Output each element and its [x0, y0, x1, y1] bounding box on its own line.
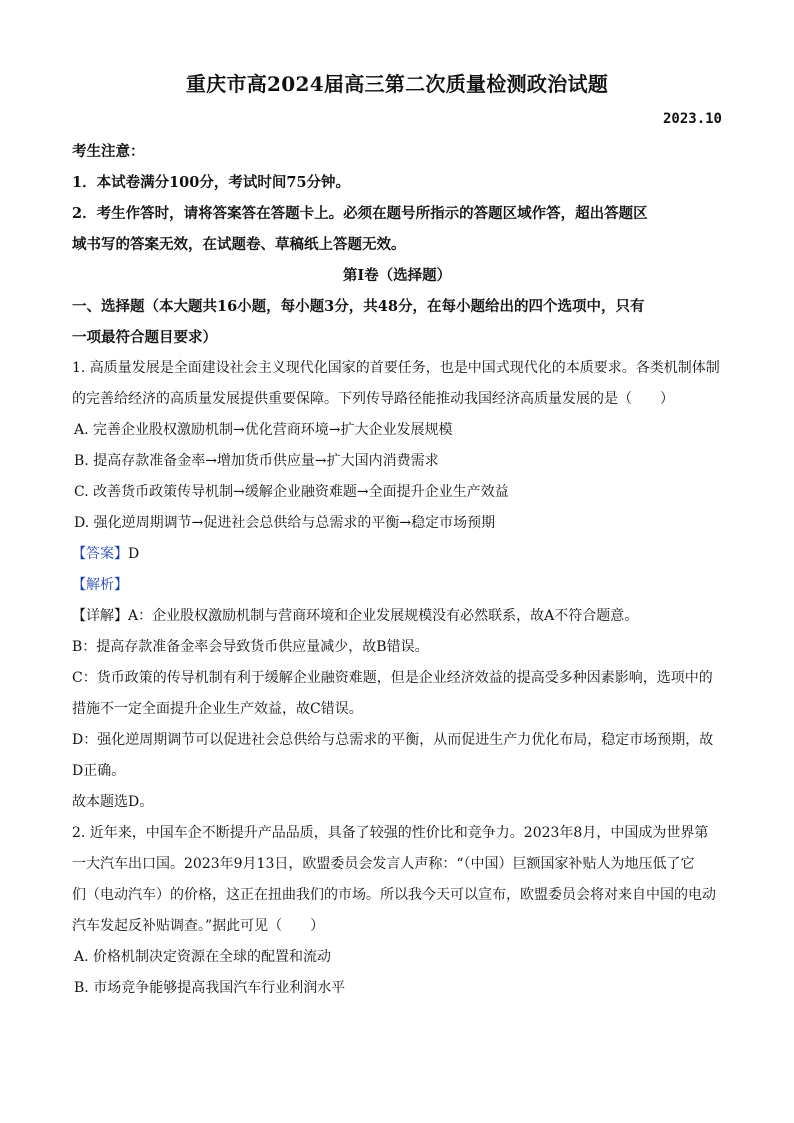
notice-item-2-line-2: 域书写的答案无效，在试题卷、草稿纸上答题无效。	[72, 236, 406, 253]
q2-stem-line-1: 2. 近年来，中国车企不断提升产品品质，具备了较强的性价比和竞争力。2023年8月，中国成为世界第	[72, 825, 709, 841]
q1-option-b: B. 提高存款准备金率→增加货币供应量→扩大国内消费需求	[74, 453, 439, 469]
q1-detail-b: B：提高存款准备金率会导致货币供应量减少，故B错误。	[72, 639, 429, 655]
q2-stem-line-3: 们（电动汽车）的价格，这正在扭曲我们的市场。所以我今天可以宣布，欧盟委员会将对来自中国的电动	[72, 887, 716, 903]
q2-stem-line-2: 一大汽车出口国。2023年9月13日，欧盟委员会发言人声称：“（中国）巨额国家补贴人为地压低了它	[72, 856, 695, 872]
q1-detail-c-line-1: C：货币政策的传导机制有利于缓解企业融资难题，但是企业经济效益的提高受多种因素影响，选项中的	[72, 670, 713, 686]
notice-heading: 考生注意：	[72, 143, 145, 160]
q1-analysis	[72, 570, 722, 601]
exam-date: 2023.10	[662, 111, 722, 127]
analysis-tag: 【解析】	[72, 577, 128, 593]
detail-tag: 【详解】	[72, 608, 128, 624]
q1-detail-c-line-2: 措施不一定全面提升企业生产效益，故C错误。	[72, 701, 363, 717]
q1-conclusion: 故本题选D。	[72, 794, 154, 810]
part1-heading-line-2: 一项最符合题目要求）	[72, 329, 217, 346]
detail-a-text: A：企业股权激励机制与营商环境和企业发展规模没有必然联系，故A不符合题意。	[128, 608, 639, 624]
q1-detail-d-line-2: D正确。	[72, 763, 126, 779]
q2-option-b: B. 市场竞争能够提高我国汽车行业利润水平	[74, 980, 346, 996]
q1-stem-line-1: 1. 高质量发展是全面建设社会主义现代化国家的首要任务，也是中国式现代化的本质要求。各类机制体制	[72, 360, 720, 376]
section-title: 第Ⅰ卷（选择题）	[342, 267, 452, 284]
q1-option-d: D. 强化逆周期调节→促进社会总供给与总需求的平衡→稳定市场预期	[74, 515, 496, 531]
q2-option-a: A. 价格机制决定资源在全球的配置和流动	[74, 949, 332, 965]
q1-answer	[72, 539, 722, 570]
part1-heading-line-1: 一、选择题（本大题共16小题，每小题3分，共48分，在每小题给出的四个选项中，只有	[72, 298, 645, 315]
answer-value: D	[128, 546, 140, 562]
q1-option-c: C. 改善货币政策传导机制→缓解企业融资难题→全面提升企业生产效益	[74, 484, 509, 500]
notice-item-1: 1．本试卷满分100分，考试时间75分钟。	[72, 174, 351, 191]
notice-item-2-line-1: 2．考生作答时，请将答案答在答题卡上。必须在题号所指示的答题区域作答，超出答题区	[72, 205, 648, 222]
answer-tag: 【答案】	[72, 546, 128, 562]
exam-title: 重庆市高2024届高三第二次质量检测政治试题	[185, 72, 609, 96]
exam-page	[72, 66, 722, 1004]
q2-stem-line-4: 汽车发起反补贴调查。”据此可见（ ）	[72, 918, 325, 934]
q1-stem-line-2: 的完善给经济的高质量发展提供重要保障。下列传导路径能推动我国经济高质量发展的是（ ）	[72, 391, 674, 407]
q1-detail-a	[72, 601, 722, 632]
q1-option-a: A. 完善企业股权激励机制→优化营商环境→扩大企业发展规模	[74, 422, 453, 438]
q1-detail-d-line-1: D：强化逆周期调节可以促进社会总供给与总需求的平衡，从而促进生产力优化布局，稳定市场预期，故	[72, 732, 714, 748]
